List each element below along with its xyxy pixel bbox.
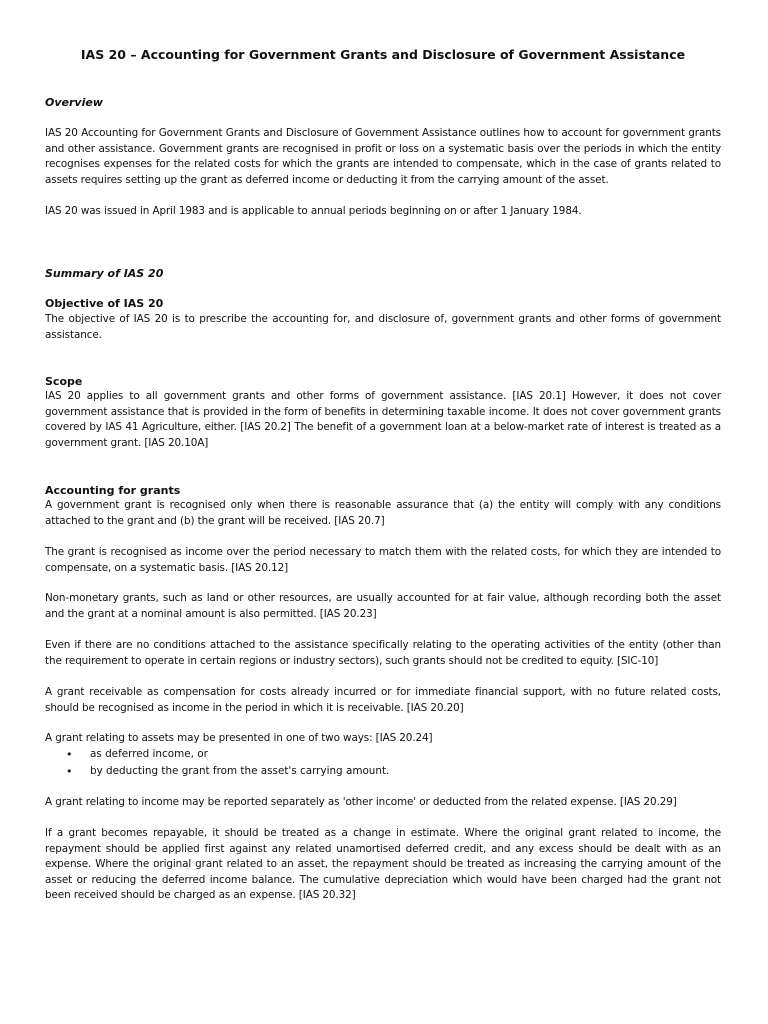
presentation-options-list bbox=[45, 747, 721, 781]
list-item-text: as deferred income, or bbox=[90, 748, 208, 760]
overview-paragraph-1: IAS 20 Accounting for Government Grants and Disclosure of Government Assistance outlines how to account for government grants and other assistance. Government grants are recognised in profit or loss on a systematic basis over the periods in which the entity recognises expenses for the related costs for which the grants are intended to compensate, which in the case of grants related to assets requires setting up the grant as deferred income or deducting it from the carrying amount of the asset. bbox=[45, 127, 721, 186]
accounting-paragraph-1: A government grant is recognised only when there is reasonable assurance that (a) the entity will comply with any conditions attached to the grant and (b) the grant will be received. [IAS 20.7] bbox=[45, 499, 721, 527]
list-item bbox=[45, 764, 721, 781]
list-item bbox=[45, 747, 721, 764]
summary-heading: Summary of IAS 20 bbox=[45, 267, 164, 280]
bullet-icon: • bbox=[66, 748, 73, 761]
objective-heading: Objective of IAS 20 bbox=[45, 297, 164, 310]
accounting-paragraph-8: If a grant becomes repayable, it should be treated as a change in estimate. Where the original grant related to income, the repayment should be applied first against any related unamortised deferred credit, and any excess should be dealt with as an expense. Where the original grant related to an asset, the repayment should be treated as increasing the carrying amount of the asset or reducing the deferred income balance. The cumulative depreciation which would have been charged had the grant not been received should be charged as an expense. [IAS 20.32] bbox=[45, 827, 721, 902]
overview-heading: Overview bbox=[45, 96, 103, 109]
overview-paragraph-2: IAS 20 was issued in April 1983 and is applicable to annual periods beginning on or after 1 January 1984. bbox=[45, 205, 582, 217]
accounting-paragraph-5: A grant receivable as compensation for costs already incurred or for immediate financial support, with no future related costs, should be recognised as income in the period in which it is receivable. [IAS 20.20] bbox=[45, 686, 721, 714]
bullet-icon: • bbox=[66, 765, 73, 778]
accounting-paragraph-3: Non-monetary grants, such as land or other resources, are usually accounted for at fair value, although recording both the asset and the grant at a nominal amount is also permitted. [IAS 20.23] bbox=[45, 592, 721, 620]
objective-paragraph: The objective of IAS 20 is to prescribe the accounting for, and disclosure of, government grants and other forms of government assistance. bbox=[45, 313, 721, 341]
document-title: IAS 20 – Accounting for Government Grants and Disclosure of Government Assistance bbox=[80, 47, 686, 62]
accounting-heading: Accounting for grants bbox=[45, 484, 181, 497]
accounting-paragraph-7: A grant relating to income may be reported separately as 'other income' or deducted from the related expense. [IAS 20.29] bbox=[45, 796, 677, 808]
scope-heading: Scope bbox=[45, 375, 83, 388]
accounting-paragraph-2: The grant is recognised as income over the period necessary to match them with the related costs, for which they are intended to compensate, on a systematic basis. [IAS 20.12] bbox=[45, 546, 721, 574]
scope-paragraph: IAS 20 applies to all government grants and other forms of government assistance. [IAS 20.1] However, it does not cover government assistance that is provided in the form of benefits in determining taxable income. It does not cover government grants covered by IAS 41 Agriculture, either. [IAS 20.2] The benefit of a government loan at a below-market rate of interest is treated as a government grant. [IAS 20.10A] bbox=[45, 390, 721, 449]
list-item-text: by deducting the grant from the asset's carrying amount. bbox=[90, 765, 390, 777]
accounting-paragraph-6: A grant relating to assets may be presented in one of two ways: [IAS 20.24] bbox=[45, 732, 433, 744]
accounting-paragraph-4: Even if there are no conditions attached to the assistance specifically relating to the operating activities of the entity (other than the requirement to operate in certain regions or industry sectors), such grants should not be credited to equity. [SIC-10] bbox=[45, 639, 721, 667]
